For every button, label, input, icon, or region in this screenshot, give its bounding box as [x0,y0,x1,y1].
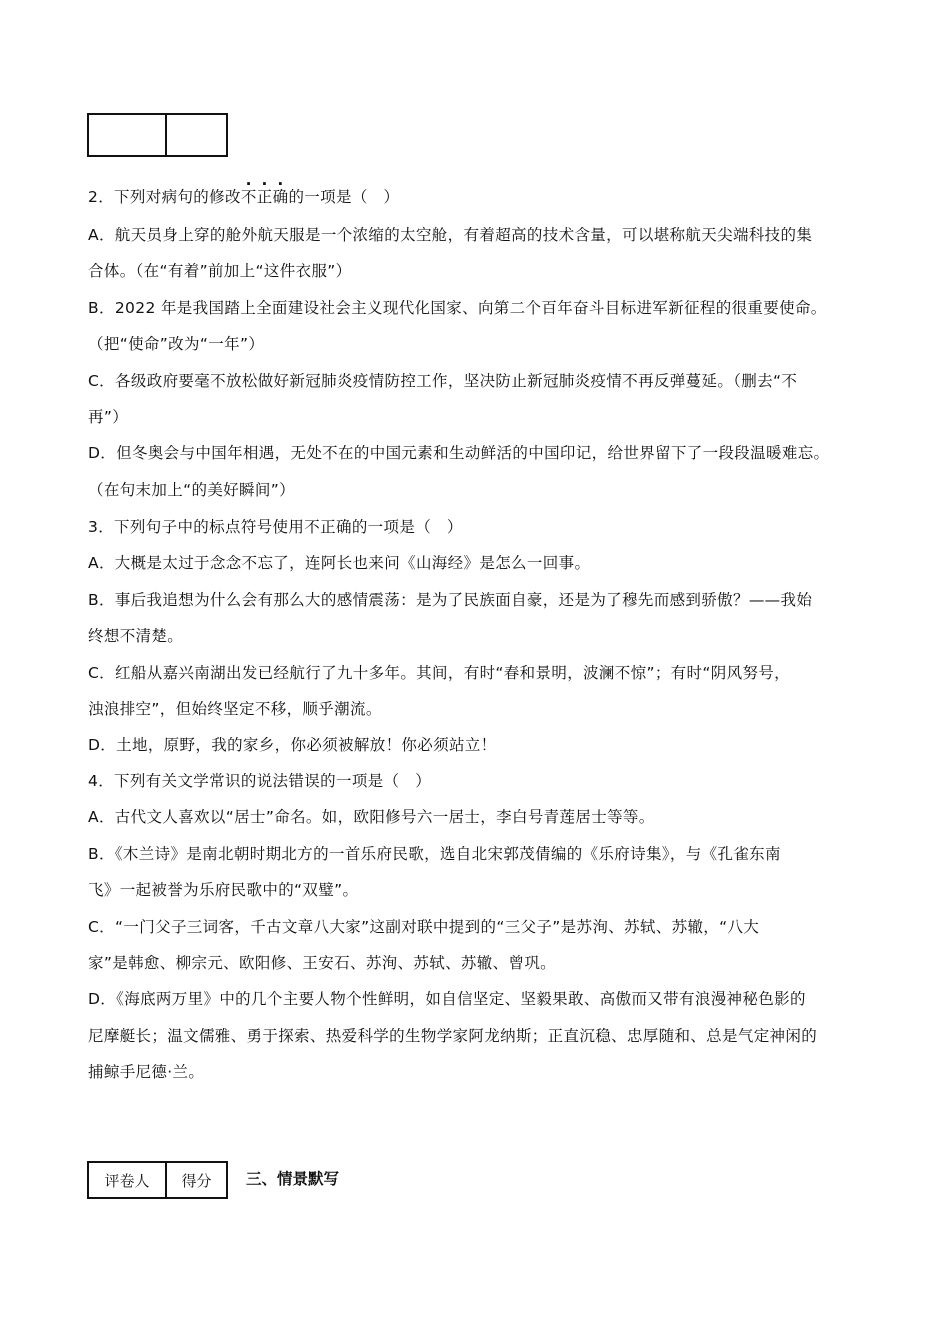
stem-text: 2．下列对病句的修改 [88,188,241,206]
q4-line: D．《海底两万里》中的几个主要人物个性鲜明，如自信坚定、坚毅果敢、高傲而又带有浪漫神秘色影的 [88,990,806,1009]
q3-line: 终想不清楚。 [88,627,184,646]
score-box-top [87,113,228,157]
q4-line: 4．下列有关文学常识的说法错误的一项是（ ） [88,772,432,790]
q3-line: C．红船从嘉兴南湖出发已经航行了九十多年。其间，有时“春和景明，波澜不惊”；有时“阴风努号， [88,663,791,682]
reviewer-cell: 评卷人 [89,1163,167,1197]
q2-line: D．但冬奥会与中国年相遇，无处不在的中国元素和生动鲜活的中国印记，给世界留下了一段段温暖难忘。 [88,444,830,463]
q2-line: C．各级政府要毫不放松做好新冠肺炎疫情防控工作，坚决防止新冠肺炎疫情不再反弹蔓延。（删去“不 [88,371,798,390]
score-table [87,1161,228,1199]
emphasized-text: 不正确 [240,188,289,206]
q2-line: B．2022 年是我国踏上全面建设社会主义现代化国家、向第二个百年奋斗目标进军新征程的很重要使命。 [88,298,827,317]
q3-line: D．土地，原野，我的家乡，你必须被解放！你必须站立！ [88,736,497,755]
q3-line: A．大概是太过于念念不忘了，连阿长也来问《山海经》是怎么一回事。 [88,554,591,573]
q3-line: B．事后我追想为什么会有那么大的感情震荡：是为了民族面自豪，还是为了穆先而感到骄傲？——我始 [88,590,813,609]
stem-text: 的一项是（ ） [288,188,400,206]
q4-line: 捕鲸手尼德·兰。 [88,1063,205,1082]
q2-line: A．航天员身上穿的舱外航天服是一个浓缩的太空舱，有着超高的技术含量，可以堪称航天尖端科技的集 [88,226,813,244]
q2-line: （把“使命”改为“一年”） [88,335,265,354]
q4-line: 家”是韩愈、柳宗元、欧阳修、王安石、苏洵、苏轼、苏辙、曾巩。 [88,954,557,972]
score-cell: 得分 [181,1171,212,1190]
q4-line: 飞》一起被誉为乐府民歌中的“双璧”。 [88,881,359,900]
score-cell [167,115,226,155]
question-2-stem [88,187,399,207]
q4-line: 尼摩艇长；温文儒雅、勇于探索、热爱科学的生物学家阿龙纳斯；正直沉稳、忠厚随和、总是气定神闲的 [88,1026,818,1045]
q2-line: 合体。（在“有着”前加上“这件衣服”） [88,262,352,281]
q2-line: （在句末加上“的美好瞬间”） [88,480,295,499]
q3-line: 浊浪排空”，但始终坚定不移，顺乎潮流。 [88,700,382,718]
q2-line: 再”） [88,408,129,426]
q4-line: C．“一门父子三词客，千古文章八大家”这副对联中提到的“三父子”是苏洵、苏轼、苏辙，“八大 [88,917,760,936]
q3-line: 3．下列句子中的标点符号使用不正确的一项是（ ） [88,518,463,536]
q4-line: A．古代文人喜欢以“居士”命名。如，欧阳修号六一居士，李白号青莲居士等等。 [88,808,655,827]
section-title: 三、情景默写 [246,1170,340,1188]
q4-line: B．《木兰诗》是南北朝时期北方的一首乐府民歌，选自北宋郭茂倩编的《乐府诗集》，与《孔雀东南 [88,844,781,863]
score-cell [89,115,167,155]
